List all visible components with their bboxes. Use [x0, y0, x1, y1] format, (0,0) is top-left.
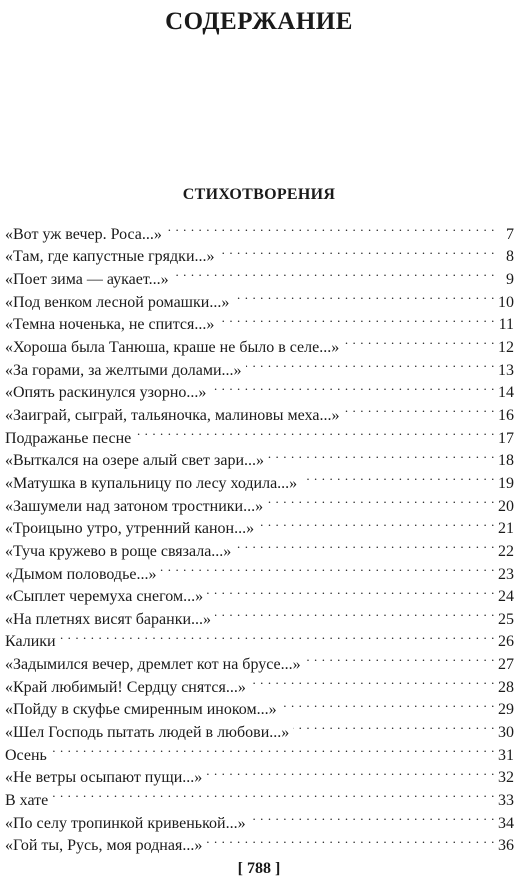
dot-leader — [206, 828, 495, 851]
toc-entry-page: 34 — [498, 814, 514, 832]
toc-entry-page: 12 — [498, 338, 514, 356]
toc-entry — [5, 646, 514, 674]
toc-entry-page: 32 — [498, 769, 514, 787]
toc-entry-page: 33 — [498, 792, 514, 810]
toc-entry-title: «По селу тропинкой кривенькой...» — [5, 814, 246, 832]
toc-entry-page: 13 — [498, 361, 514, 379]
toc-entry-title: «Хороша была Танюша, краше не было в селе...» — [5, 338, 340, 356]
toc-entry-title: Калики — [5, 633, 56, 651]
toc-entry — [5, 760, 514, 787]
dot-leader — [219, 239, 496, 262]
dot-leader — [268, 443, 495, 466]
dot-leader — [60, 624, 495, 647]
toc-entry-page: 29 — [498, 701, 514, 719]
toc-entry — [5, 624, 514, 651]
dot-leader — [246, 352, 495, 375]
dot-leader — [135, 420, 495, 443]
page-title: СОДЕРЖАНИЕ — [165, 8, 353, 35]
section-title: СТИХОТВОРЕНИЯ — [182, 186, 336, 203]
dot-leader — [173, 261, 495, 284]
toc-entry-page: 7 — [506, 225, 514, 243]
dot-leader — [215, 601, 495, 624]
dot-leader — [235, 533, 495, 556]
toc-entry-page: 27 — [498, 656, 514, 674]
toc-entry-title: «Дымом половодье...» — [5, 565, 157, 583]
table-of-contents — [5, 216, 514, 855]
dot-leader — [166, 216, 495, 239]
toc-entry-title: В хате — [5, 792, 49, 810]
toc-entry-title: «Заиграй, сыграй, тальяночка, малиновы меха...» — [5, 406, 340, 424]
dot-leader — [301, 465, 495, 488]
toc-entry-title: «Пойду в скуфье смиренным иноком...» — [5, 701, 277, 719]
dot-leader — [267, 488, 495, 511]
toc-entry-page: 17 — [498, 429, 514, 447]
dot-leader — [305, 646, 495, 669]
dot-leader — [218, 307, 495, 330]
toc-entry-page: 36 — [498, 837, 514, 855]
dot-leader — [293, 714, 495, 737]
toc-entry-title: «Не ветры осыпают пущи...» — [5, 769, 203, 787]
toc-entry-title: «Гой ты, Русь, моя родная...» — [5, 837, 203, 855]
toc-entry-page: 28 — [498, 678, 514, 696]
toc-entry-page: 11 — [498, 316, 514, 334]
toc-entry-title: «Край любимый! Сердцу снятся...» — [5, 678, 246, 696]
toc-entry-page: 19 — [498, 474, 514, 492]
dot-leader — [233, 284, 495, 307]
toc-entry — [5, 737, 514, 764]
toc-entry-title: «Троицыно утро, утренний канон...» — [5, 520, 255, 538]
dot-leader — [207, 579, 495, 602]
toc-entry-title: «Матушка в купальницу по лесу ходила...» — [5, 474, 298, 492]
toc-entry-page: 16 — [498, 406, 514, 424]
toc-entry — [5, 782, 514, 810]
dot-leader — [258, 511, 495, 534]
toc-entry-page: 20 — [498, 497, 514, 515]
dot-leader — [210, 375, 495, 398]
toc-entry-page: 26 — [498, 633, 514, 651]
toc-entry-page: 23 — [498, 565, 514, 583]
toc-entry-page: 25 — [498, 610, 514, 628]
toc-entry-page: 10 — [498, 293, 514, 311]
toc-entry-title: «Туча кружево в роще связала...» — [5, 542, 232, 560]
toc-entry-title: «За горами, за желтыми долами...» — [5, 361, 242, 379]
toc-entry-title: «Вот уж вечер. Роса...» — [5, 225, 162, 243]
toc-entry — [5, 805, 514, 832]
toc-entry-title: Осень — [5, 746, 47, 764]
dot-leader — [52, 782, 495, 805]
dot-leader — [281, 692, 495, 715]
toc-entry-title: «Там, где капустные грядки...» — [5, 248, 215, 266]
toc-entry-page: 14 — [498, 384, 514, 402]
toc-entry-title: «Под венком лесной ромашки...» — [5, 293, 230, 311]
dot-leader — [206, 760, 495, 783]
toc-entry-title: «Выткался на озере алый свет зари...» — [5, 452, 264, 470]
dot-leader — [160, 556, 495, 579]
toc-entry — [5, 216, 514, 243]
toc-entry-title: «Темна ноченька, не спится...» — [5, 316, 215, 334]
dot-leader — [343, 397, 495, 420]
dot-leader — [343, 329, 495, 352]
toc-entry-title: Подражанье песне — [5, 429, 132, 447]
toc-entry-page: 18 — [498, 452, 514, 470]
dot-leader — [250, 805, 495, 828]
toc-entry-page: 9 — [506, 270, 514, 288]
toc-entry-title: «Сыплет черемуха снегом...» — [5, 588, 204, 606]
toc-entry-page: 24 — [498, 588, 514, 606]
toc-entry-page: 31 — [498, 746, 514, 764]
toc-entry-title: «Задымился вечер, дремлет кот на брусе...» — [5, 656, 301, 674]
toc-entry-page: 30 — [498, 724, 514, 742]
dot-leader — [250, 669, 495, 692]
page-number: [ 788 ] — [237, 860, 281, 877]
toc-entry-title: «Зашумели над затоном тростники...» — [5, 497, 264, 515]
toc-entry-page: 8 — [506, 248, 514, 266]
toc-entry-title: «На плетнях висят баранки...» — [5, 610, 212, 628]
toc-entry-title: «Шел Господь пытать людей в любови...» — [5, 724, 290, 742]
toc-entry-page: 22 — [498, 542, 514, 560]
dot-leader — [51, 737, 495, 760]
toc-entry-title: «Опять раскинулся узорно...» — [5, 384, 207, 402]
toc-entry-title: «Поет зима — аукает...» — [5, 270, 169, 288]
toc-entry-page: 21 — [498, 520, 514, 538]
